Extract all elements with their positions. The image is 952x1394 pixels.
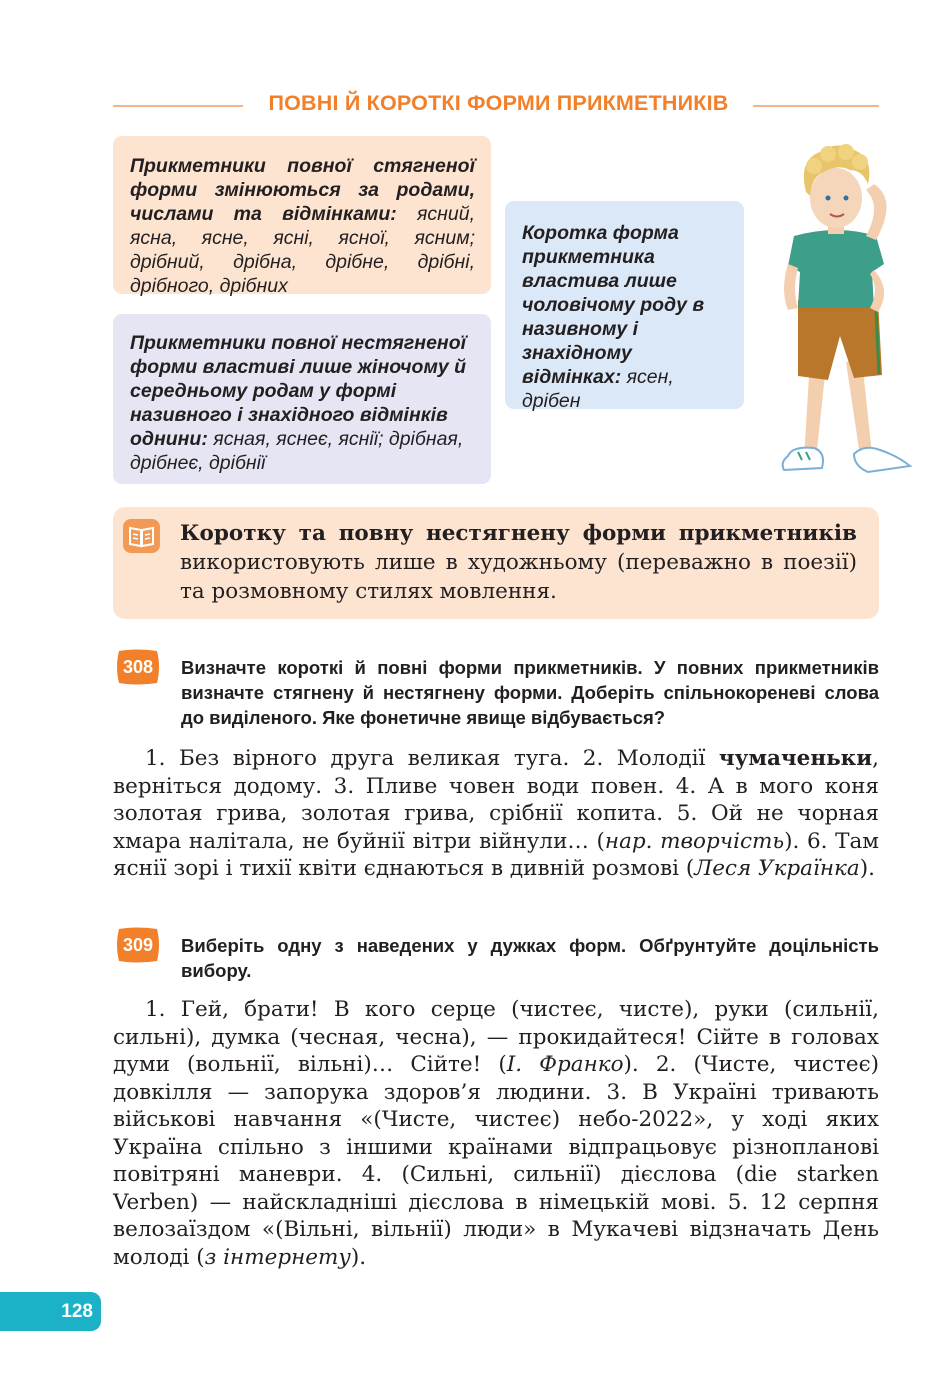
- source-citation: з інтернету: [204, 1244, 351, 1270]
- rule-text: Коротка форма прикметника властива лише чоловічому роду в називному і знахідному відмінках: [522, 222, 705, 388]
- source-citation: нар. творчість: [604, 828, 785, 854]
- text-fragment: ). 2. (Чисте, чистеє) довкілля — запорука здоров’я людини. 3. В Україні тривають військові навчання «(Чисте, чистеє) небо-2022», у ході яких Україна спільно з іншими країнами відпрацьовує різнопланові повітряні маневри. 4. (Сильні, сильнії) дієслова (die starken Verben) — найскладніші дієслова в німецькій мові. 5. 12 серпня велозаїздом «(Вільні, вільнії) люди» в Мукачеві відзначать День молоді (: [113, 1052, 880, 1270]
- rule-colon: :: [614, 366, 622, 388]
- note-text: використовують лише в художньому (переважно в поезії) та розмовному стилях мовлення.: [180, 550, 857, 604]
- highlighted-word: чумаченьки: [718, 746, 873, 771]
- header-rule-right: [753, 105, 879, 107]
- exercise-number-badge: [115, 927, 161, 963]
- note-box: [113, 507, 879, 619]
- book-icon: [123, 519, 160, 553]
- boy-illustration: [758, 140, 918, 482]
- rule-box-short-form: [505, 201, 744, 412]
- exercise-number: 309: [122, 935, 154, 955]
- exercise-task: Виберіть одну з наведених у дужках форм. Обґрунтуйте доцільність вибору.: [181, 935, 879, 981]
- source-citation: І. Франко: [506, 1052, 624, 1077]
- exercise-text: [113, 745, 879, 883]
- text-fragment: ). 6. Там яснії зорі і тихії квіти єднаються в дивній розмові (: [113, 828, 879, 881]
- exercise-text: [113, 996, 879, 1271]
- rule-colon: :: [390, 203, 397, 225]
- rule-text: Прикметники повної нестягненої форми властиві лише жіночому й середньому родам у формі називного і знахідного відмінків однини: [130, 332, 467, 450]
- text-fragment: ).: [859, 856, 875, 881]
- header-rule-left: [113, 105, 243, 107]
- rule-examples: ясная, яснеє, яснії; дрібная, дрібнеє, дрібнії: [130, 428, 464, 474]
- exercise-number: 308: [122, 657, 154, 677]
- source-citation: Леся Українка: [694, 856, 860, 881]
- text-fragment: ).: [350, 1244, 367, 1270]
- rule-examples: ясний, ясна, ясне, ясні, ясної, ясним; дрібний, дрібна, дрібне, дрібні, дрібного, дрібних: [130, 203, 475, 297]
- rule-examples: ясен, дрібен: [522, 366, 674, 412]
- note-bold-text: Коротку та повну нестягнену форми прикметників: [180, 521, 857, 546]
- section-header: [113, 88, 879, 124]
- section-title: ПОВНІ Й КОРОТКІ ФОРМИ ПРИКМЕТНИКІВ: [268, 91, 729, 115]
- rule-colon: :: [201, 428, 208, 450]
- rule-box-contracted-form: [113, 136, 491, 297]
- page-number: 128: [0, 1292, 101, 1331]
- text-fragment: 1. Без вірного друга великая туга. 2. Молодії: [145, 746, 719, 771]
- rule-box-uncontracted-form: [113, 314, 491, 484]
- text-fragment: , верніться додому. 3. Пливе човен води повен. 4. А в мого коня золотая грива, золотая грива, срібнії копита. 5. Ой не чорная хмара налітала, не буйнії вітри війнули… (: [113, 746, 879, 854]
- rule-text: Прикметники повної стягненої форми змінюються за родами, числами та відмінками: [130, 155, 475, 225]
- exercise-number-badge: [115, 649, 161, 685]
- exercise-task: Визначте короткі й повні форми прикметників. У повних прикметників визначте стягнену й нестягнену форми. Доберіть спільнокореневі слова до виділеного. Яке фонетичне явище відбувається?: [181, 657, 879, 728]
- text-fragment: 1. Гей, брати! В кого серце (чистеє, чисте), руки (сильнії, сильні), думка (чесная, чесна), — прокидайтеся! Сійте в головах думи (вольнії, вільні)… Сійте! (: [113, 997, 879, 1077]
